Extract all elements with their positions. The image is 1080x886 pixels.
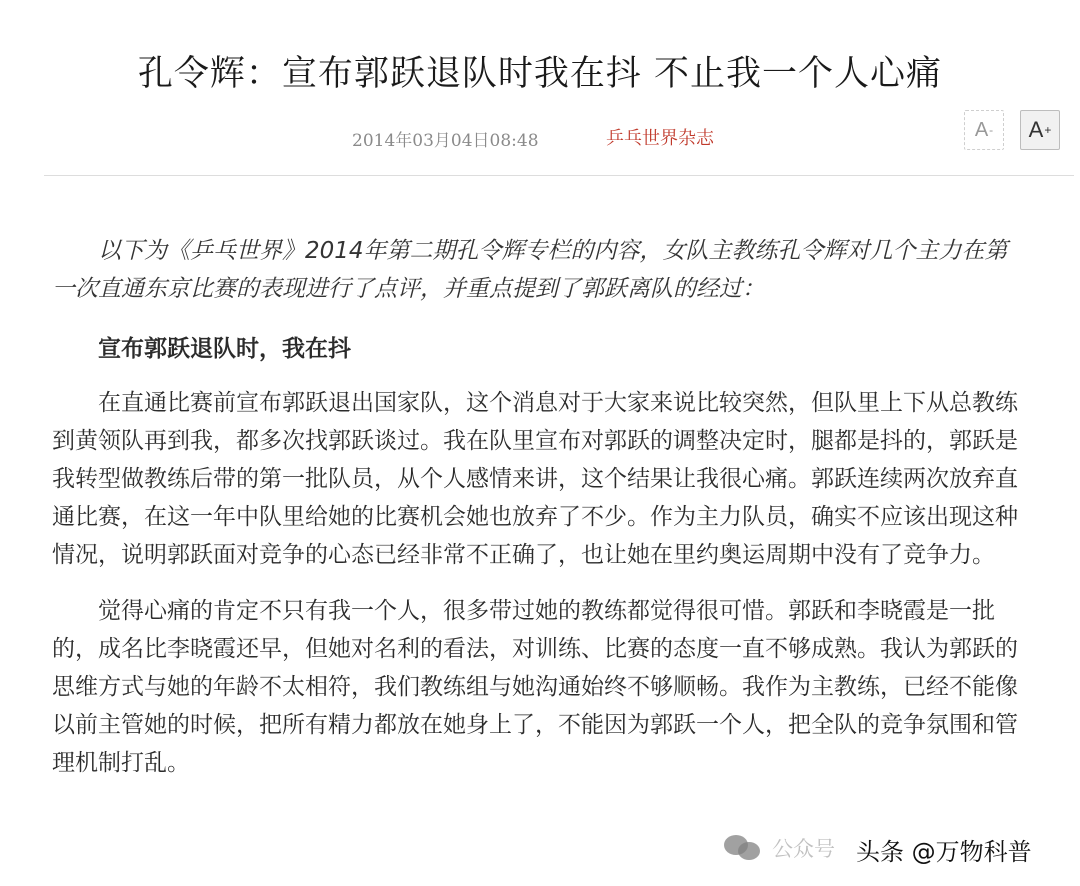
font-increase-button[interactable] (1020, 110, 1060, 150)
wechat-icon (724, 833, 764, 863)
plus-icon: + (1044, 123, 1052, 137)
minus-icon: - (989, 123, 994, 137)
body-paragraph-2: 觉得心痛的肯定不只有我一个人，很多带过她的教练都觉得很可惜。郭跃和李晓霞是一批的，成名比李晓霞还早，但她对名利的看法，对训练、比赛的态度一直不够成熟。我认为郭跃的思维方式与她的年龄不太相符，我们教练组与她沟通始终不够顺畅。我作为主教练，已经不能像以前主管她的时候，把所有精力都放在她身上了，不能因为郭跃一个人，把全队的竞争氛围和管理机制打乱。 (52, 598, 1018, 776)
font-decrease-button[interactable] (964, 110, 1004, 150)
intro-paragraph: 以下为《乒乓世界》2014年第二期孔令辉专栏的内容，女队主教练孔令辉对几个主力在第一次直通东京比赛的表现进行了点评，并重点提到了郭跃离队的经过： (52, 238, 1008, 302)
watermark (724, 826, 835, 870)
watermark-credit: 头条 @万物科普 (856, 838, 1032, 866)
article-title: 孔令辉：宣布郭跃退队时我在抖 不止我一个人心痛 (137, 54, 943, 94)
header-divider (44, 175, 1074, 176)
body-paragraph-1: 在直通比赛前宣布郭跃退出国家队，这个消息对于大家来说比较突然，但队里上下从总教练到黄领队再到我，都多次找郭跃谈过。我在队里宣布对郭跃的调整决定时，腿都是抖的，郭跃是我转型做教练后带的第一批队员，从个人感情来讲，这个结果让我很心痛。郭跃连续两次放弃直通比赛，在这一年中队里给她的比赛机会她也放弃了不少。作为主力队员，确实不应该出现这种情况，说明郭跃面对竞争的心态已经非常不正确了，也让她在里约奥运周期中没有了竞争力。 (52, 390, 1018, 568)
article-body (52, 232, 1027, 782)
source-link[interactable]: 乒乓世界杂志 (606, 128, 714, 149)
font-increase-label: A (1028, 117, 1044, 142)
publish-date: 2014年03月04日08:48 (352, 131, 539, 151)
font-decrease-label: A (974, 118, 989, 141)
section-heading: 宣布郭跃退队时，我在抖 (98, 336, 351, 362)
watermark-account: 公众号 (772, 837, 835, 861)
